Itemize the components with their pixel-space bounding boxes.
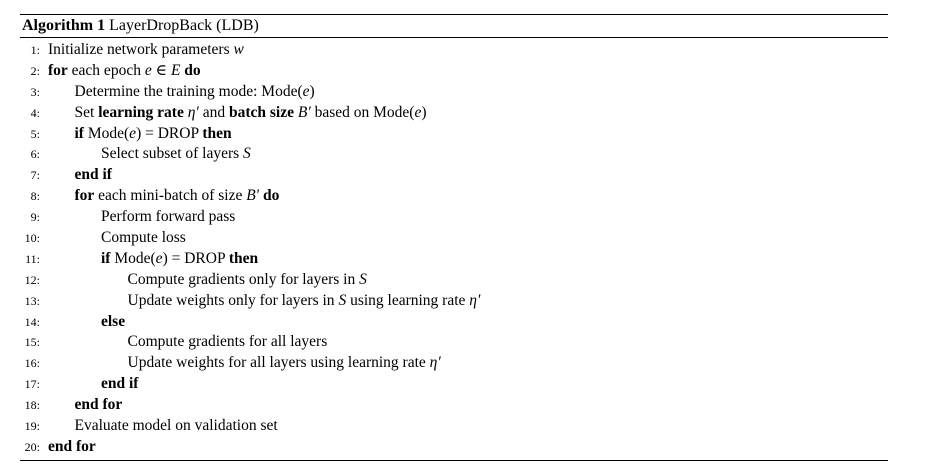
line-content <box>101 207 235 228</box>
math-symbol: B′ <box>246 187 260 205</box>
line-text: Compute gradients only for layers in <box>127 270 360 288</box>
algorithm-line <box>20 103 888 124</box>
algorithm-line <box>20 353 888 374</box>
line-text: ) <box>421 103 427 121</box>
keyword: do <box>184 61 201 79</box>
keyword: batch size <box>228 103 294 121</box>
line-text: Update weights only for layers in <box>127 291 339 309</box>
line-number: 9: <box>30 210 40 225</box>
line-number: 15: <box>24 335 40 350</box>
line-text: Determine the training mode: Mode( <box>74 82 303 100</box>
keyword: for <box>48 61 68 79</box>
algorithm-line <box>20 207 888 228</box>
line-text: ) = DROP <box>136 124 203 142</box>
line-text: Set <box>74 103 99 121</box>
math-symbol: η′ <box>469 291 481 309</box>
math-symbol: e <box>144 61 152 79</box>
keyword: if <box>74 124 84 142</box>
algorithm-block <box>20 14 888 461</box>
line-text: based on Mode( <box>310 103 415 121</box>
math-symbol: S <box>359 270 367 288</box>
algorithm-line <box>20 40 888 61</box>
line-number: 14: <box>24 314 40 329</box>
math-symbol: S <box>338 291 347 309</box>
line-text: ) = DROP <box>162 249 229 267</box>
line-content <box>128 332 328 353</box>
line-content <box>48 40 244 61</box>
line-number: 20: <box>24 439 40 454</box>
line-text: ) <box>309 82 315 100</box>
line-content <box>75 416 278 437</box>
line-number: 19: <box>24 419 40 434</box>
line-content <box>101 228 186 249</box>
line-number: 3: <box>30 84 40 99</box>
line-content <box>75 186 280 207</box>
line-number: 11: <box>25 251 40 266</box>
algorithm-line <box>20 395 888 416</box>
line-text: using learning rate <box>346 291 470 309</box>
line-number: 17: <box>24 377 40 392</box>
line-content <box>101 144 251 165</box>
algorithm-label: Algorithm 1 <box>22 17 106 34</box>
line-number: 7: <box>30 168 40 183</box>
line-content <box>48 61 201 82</box>
algorithm-line <box>20 270 888 291</box>
algorithm-line <box>20 291 888 312</box>
keyword: end for <box>74 396 123 414</box>
line-content <box>75 395 123 416</box>
line-text: Compute loss <box>101 229 186 247</box>
line-number: 12: <box>24 272 40 287</box>
keyword: if <box>101 249 111 267</box>
math-symbol: η′ <box>187 103 199 121</box>
line-content <box>48 437 96 458</box>
line-content <box>101 374 138 395</box>
line-text: Perform forward pass <box>101 208 236 226</box>
keyword: end if <box>74 166 112 184</box>
line-text: and <box>198 103 229 121</box>
keyword: do <box>262 187 280 205</box>
line-content <box>128 291 481 312</box>
line-text: Select subset of layers <box>101 145 244 163</box>
algorithm-line <box>20 437 888 458</box>
algorithm-line <box>20 165 888 186</box>
keyword: then <box>202 124 232 142</box>
math-symbol: e <box>129 124 137 142</box>
line-content <box>75 124 232 145</box>
algorithm-line <box>20 144 888 165</box>
algorithm-line <box>20 374 888 395</box>
line-content <box>128 353 441 374</box>
math-symbol: e <box>302 82 310 100</box>
algorithm-line <box>20 249 888 270</box>
line-number: 8: <box>30 189 40 204</box>
math-symbol: S <box>243 145 251 163</box>
line-number: 2: <box>30 63 40 78</box>
line-content <box>75 165 112 186</box>
algorithm-caption <box>20 15 888 37</box>
bottom-rule <box>20 460 888 461</box>
math-symbol: e <box>414 103 422 121</box>
line-number: 16: <box>24 356 40 371</box>
algorithm-line <box>20 228 888 249</box>
line-text: Evaluate model on validation set <box>74 417 278 435</box>
algorithm-name: LayerDropBack (LDB) <box>109 17 259 34</box>
keyword: end for <box>48 437 96 455</box>
line-number: 5: <box>30 126 40 141</box>
algorithm-line <box>20 416 888 437</box>
line-text: Mode( <box>110 249 156 267</box>
line-text: Mode( <box>83 124 130 142</box>
algorithm-line <box>20 124 888 145</box>
keyword: then <box>228 249 259 267</box>
math-symbol: w <box>233 41 244 58</box>
line-number: 13: <box>24 293 40 308</box>
line-content <box>75 82 315 103</box>
keyword: else <box>101 312 126 330</box>
line-number: 18: <box>24 398 40 413</box>
line-content <box>101 312 125 333</box>
line-text: each mini-batch of size <box>94 187 247 205</box>
algorithm-line <box>20 82 888 103</box>
line-number: 1: <box>30 43 40 57</box>
line-text: Update weights for all layers using learning rate <box>127 354 430 372</box>
algorithm-line <box>20 61 888 82</box>
line-text: ∈ <box>151 61 171 79</box>
keyword: for <box>74 187 95 205</box>
math-symbol: η′ <box>429 354 441 372</box>
line-content <box>75 103 427 124</box>
algorithm-line <box>20 186 888 207</box>
algorithm-lines <box>20 38 888 460</box>
algorithm-line <box>20 332 888 353</box>
line-number: 6: <box>30 147 40 162</box>
math-symbol: B′ <box>297 103 311 121</box>
line-content <box>101 249 258 270</box>
line-number: 4: <box>30 105 40 120</box>
keyword: learning rate <box>98 103 184 121</box>
algorithm-line <box>20 312 888 333</box>
line-number: 10: <box>24 231 40 246</box>
line-text: Initialize network parameters <box>48 41 234 58</box>
line-content <box>128 270 367 291</box>
math-symbol: E <box>170 61 181 79</box>
keyword: end if <box>101 375 139 393</box>
line-text: each epoch <box>67 61 145 79</box>
math-symbol: e <box>155 249 163 267</box>
line-text: Compute gradients for all layers <box>127 333 328 351</box>
